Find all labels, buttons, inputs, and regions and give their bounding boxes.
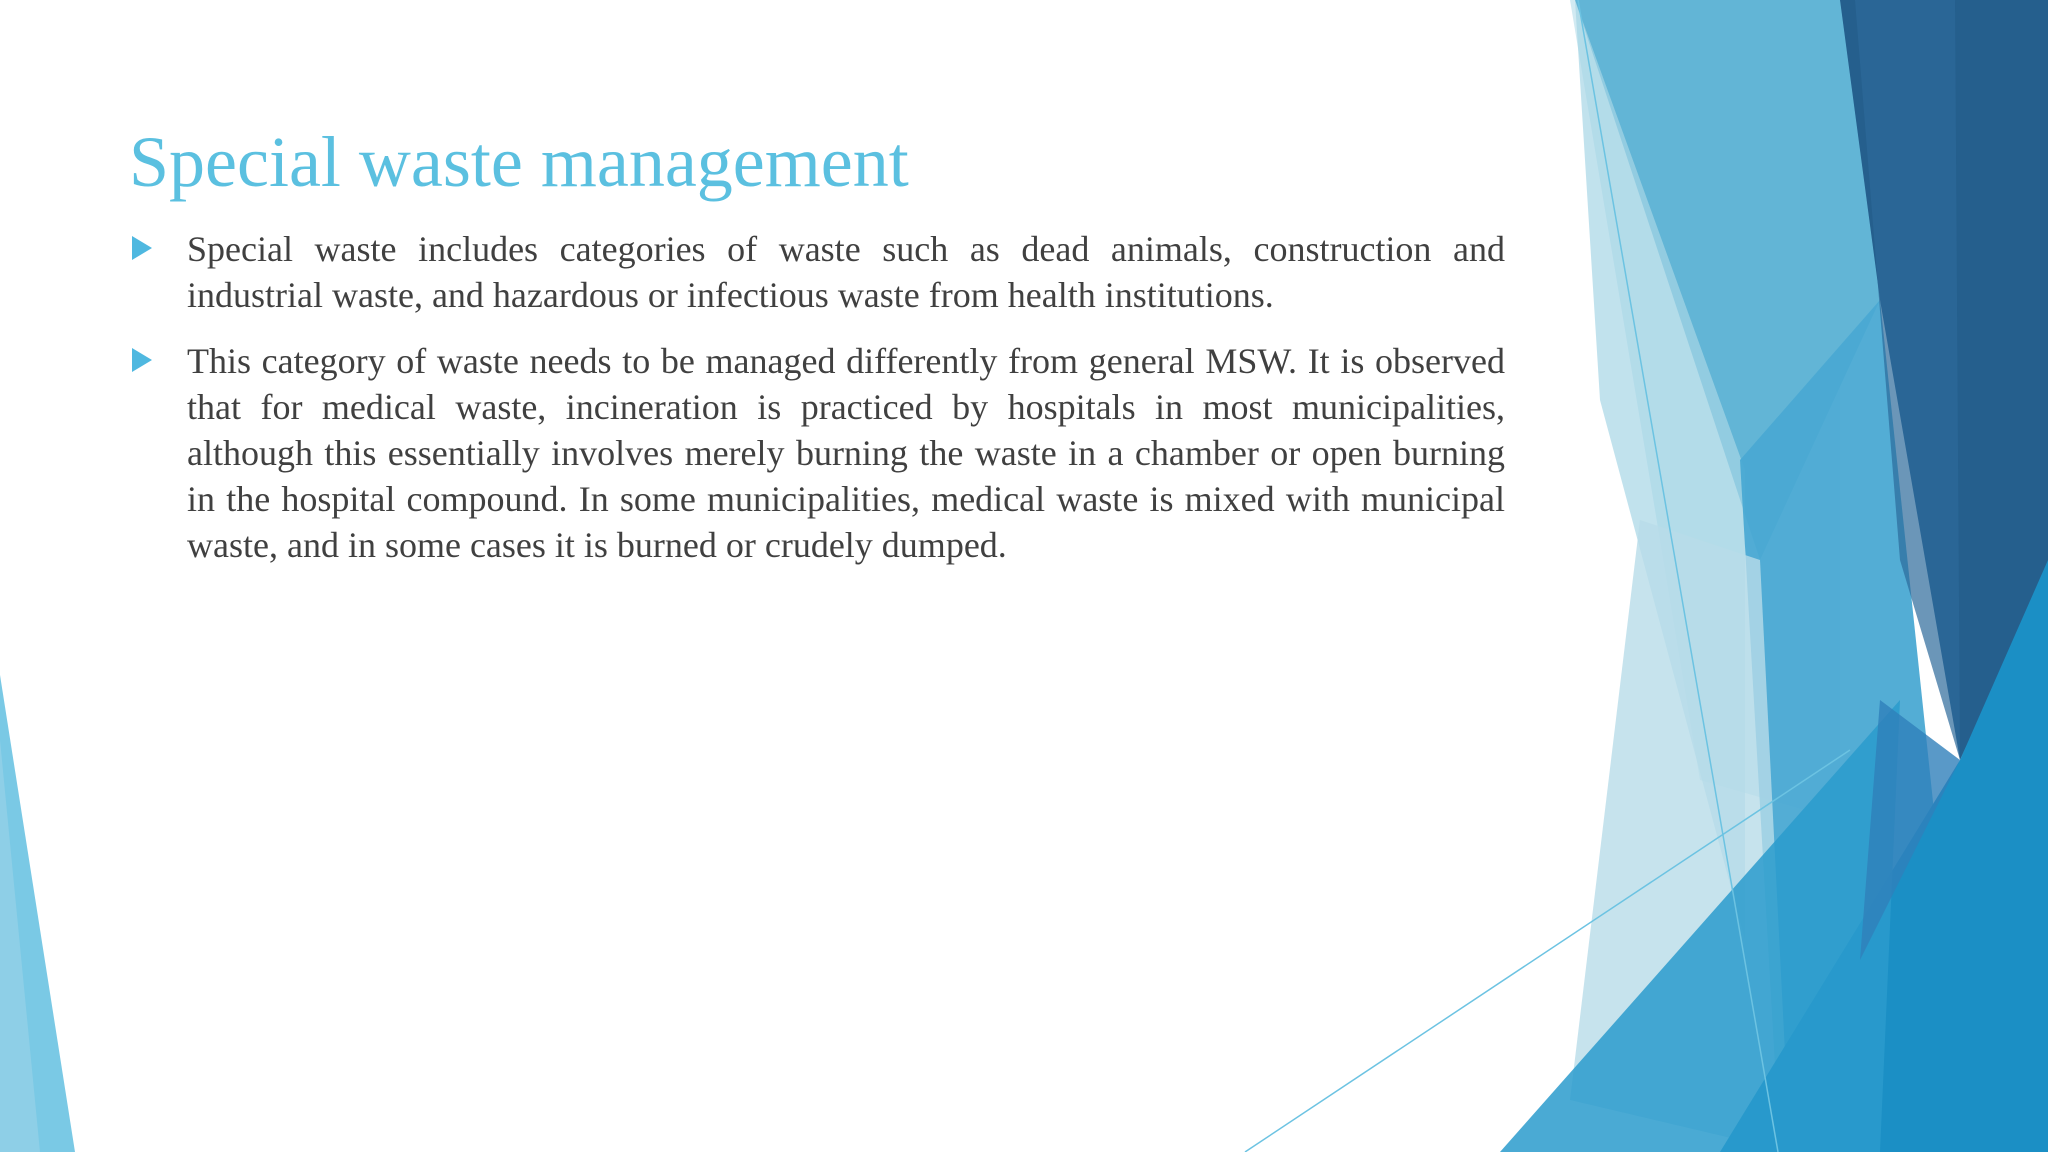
triangle-bullet-icon: [132, 348, 152, 372]
bullet-text: Special waste includes categories of waste such as dead animals, construction and industrial waste, and hazardous or infectious waste from health institutions.: [187, 229, 1505, 315]
slide-title: Special waste management: [129, 122, 909, 202]
bullet-item: [130, 226, 1505, 318]
bullet-list: [130, 226, 1505, 588]
bullet-text: This category of waste needs to be managed differently from general MSW. It is observed that for medical waste, incineration is practiced by hospitals in most municipalities, although this essentially involves merely burning the waste in a chamber or open burning in the hospital compound. In some municipalities, medical waste is mixed with municipal waste, and in some cases it is burned or crudely dumped.: [187, 341, 1505, 565]
bullet-item: [130, 338, 1505, 568]
triangle-bullet-icon: [132, 236, 152, 260]
